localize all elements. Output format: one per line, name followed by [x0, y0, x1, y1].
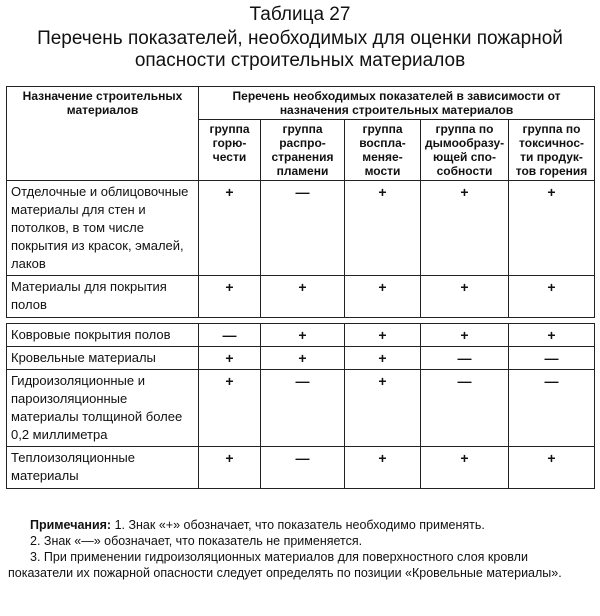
column-header-group: группа по дымообразу-ющей спо-собности — [421, 120, 509, 181]
material-name: Кровельные материалы — [7, 347, 199, 370]
indicator-mark: + — [421, 276, 509, 318]
indicator-mark: + — [345, 276, 421, 318]
indicator-mark: + — [199, 181, 261, 276]
table-row — [7, 276, 595, 318]
column-header-group: группа по токсичнос-ти продук-тов горения — [509, 120, 595, 181]
indicator-mark: + — [261, 324, 345, 347]
indicator-mark: — — [421, 347, 509, 370]
indicator-mark: + — [345, 347, 421, 370]
indicator-mark: + — [421, 447, 509, 489]
note-1: 1. Знак «+» обозначает, что показатель необходимо применять. — [114, 518, 485, 532]
material-name: Гидроизоляционные и пароизоляционные материалы толщиной более 0,2 миллиметра — [7, 370, 199, 447]
table-row — [7, 347, 595, 370]
table-row — [7, 181, 595, 276]
fire-indicators-table — [6, 86, 595, 489]
table-title: Перечень показателей, необходимых для оценки пожарной опасности строительных материалов — [37, 28, 563, 71]
column-header-group: группа распро-странения пламени — [261, 120, 345, 181]
material-name: Теплоизоляционные материалы — [7, 447, 199, 489]
indicator-mark: + — [199, 447, 261, 489]
indicator-mark: + — [345, 181, 421, 276]
indicator-mark: + — [199, 276, 261, 318]
indicator-mark: + — [509, 276, 595, 318]
indicator-mark: — — [261, 181, 345, 276]
indicator-mark: + — [345, 324, 421, 347]
table-row — [7, 324, 595, 347]
notes-block — [8, 517, 594, 581]
indicator-mark: + — [199, 347, 261, 370]
material-name: Материалы для покрытия полов — [7, 276, 199, 318]
column-header-purpose: Назначение строительных материалов — [7, 87, 199, 181]
material-name: Отделочные и облицовочные материалы для стен и потолков, в том числе покрытия из красок, эмалей, лаков — [7, 181, 199, 276]
notes-label: Примечания: — [30, 518, 112, 532]
table-row — [7, 447, 595, 489]
indicator-mark: + — [509, 324, 595, 347]
indicator-mark: + — [421, 324, 509, 347]
table-number: Таблица 27 — [249, 4, 351, 25]
indicator-mark: — — [509, 370, 595, 447]
column-header-group: группа воспла-меняе-мости — [345, 120, 421, 181]
indicator-mark: + — [509, 181, 595, 276]
table-header-row — [7, 87, 595, 120]
indicator-mark: + — [199, 370, 261, 447]
column-header-group: группа горю-чести — [199, 120, 261, 181]
indicator-mark: — — [261, 370, 345, 447]
indicator-mark: — — [261, 447, 345, 489]
indicator-mark: — — [199, 324, 261, 347]
indicator-mark: + — [421, 181, 509, 276]
indicator-mark: — — [509, 347, 595, 370]
note-3-text: 3. При применении гидроизоляционных материалов для поверхностного слоя кровли показатели их пожарной опасности следует определять по позиции «Кровельные материалы». — [8, 550, 562, 580]
note-line — [8, 517, 594, 533]
note-3 — [8, 549, 594, 581]
indicator-mark: — — [421, 370, 509, 447]
indicator-mark: + — [345, 447, 421, 489]
indicator-mark: + — [261, 347, 345, 370]
indicator-mark: + — [261, 276, 345, 318]
table-row — [7, 370, 595, 447]
indicator-mark: + — [345, 370, 421, 447]
note-2: 2. Знак «—» обозначает, что показатель не применяется. — [30, 534, 363, 548]
column-header-indicators: Перечень необходимых показателей в зависимости от назначения строительных материалов — [199, 87, 595, 120]
indicator-mark: + — [509, 447, 595, 489]
material-name: Ковровые покрытия полов — [7, 324, 199, 347]
